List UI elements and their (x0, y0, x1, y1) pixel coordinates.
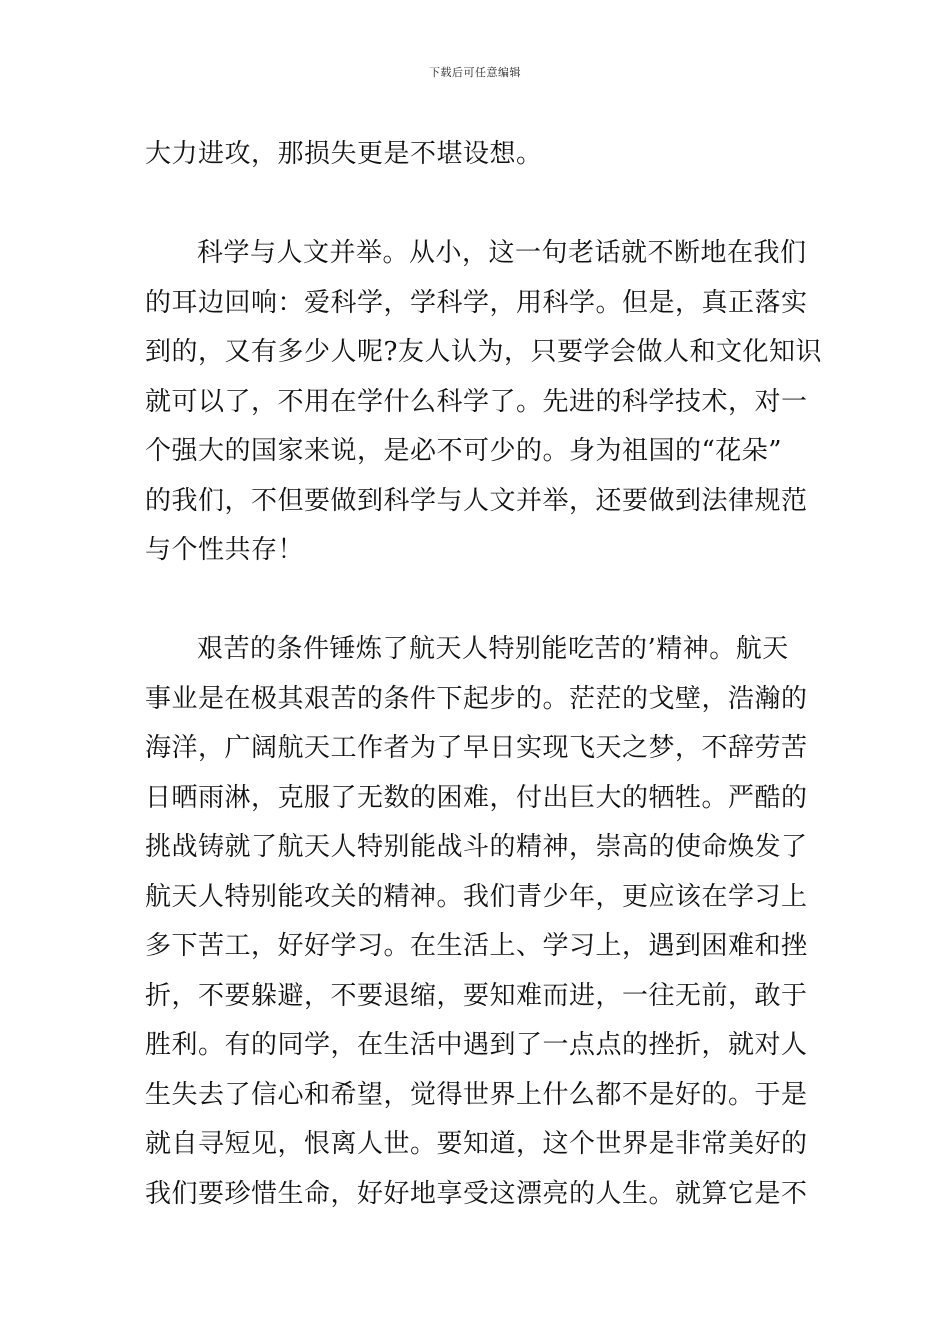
document-body (145, 130, 822, 1219)
paragraph-gap (145, 180, 815, 230)
text-line: 到的，又有多少人呢?友人认为，只要学会做人和文化知识 (145, 337, 822, 367)
text-line: 挑战铸就了航天人特别能战斗的精神，崇高的使命焕发了 (145, 832, 808, 862)
text-line: 与个性共存！ (145, 535, 305, 565)
paragraph-1 (145, 130, 815, 180)
text-line: 我们要珍惜生命，好好地享受这漂亮的人生。就算它是不 (145, 1178, 808, 1209)
text-line: 就可以了，不用在学什么科学了。先进的科学技术，对一 (145, 386, 808, 417)
text-line: 航天人特别能攻关的精神。我们青少年，更应该在学习上 (145, 881, 808, 912)
paragraph-3 (145, 625, 815, 1219)
text-line: 科学与人文并举。从小，这一句老话就不断地在我们 (197, 238, 807, 268)
paragraph-2 (145, 229, 822, 576)
text-line: 胜利。有的同学，在生活中遇到了一点点的挫折，就对人 (145, 1030, 808, 1060)
text-line: 海洋，广阔航天工作者为了早日实现飞天之梦，不辞劳苦 (145, 733, 808, 763)
text-line: 的我们，不但要做到科学与人文并举，还要做到法律规范 (145, 485, 808, 516)
text-line: 艰苦的条件锤炼了航天人特别能吃苦的’精神。航天 (197, 634, 789, 664)
header-note: 下载后可任意编辑 (429, 66, 521, 79)
text-line: 就自寻短见，恨离人世。要知道，这个世界是非常美好的 (145, 1129, 808, 1159)
text-line: 个强大的国家来说，是必不可少的。身为祖国的“花朵” (145, 436, 783, 466)
text-line: 日晒雨淋，克服了无数的困难，付出巨大的牺牲。严酷的 (145, 782, 808, 813)
text-line: 事业是在极其艰苦的条件下起步的。茫茫的戈壁，浩瀚的 (145, 683, 808, 714)
text-line: 生失去了信心和希望，觉得世界上什么都不是好的。于是 (145, 1079, 808, 1110)
text-line: 的耳边回响：爱科学，学科学，用科学。但是，真正落实 (145, 287, 808, 318)
text-line: 多下苦工，好好学习。在生活上、学习上，遇到困难和挫 (145, 931, 808, 961)
paragraph-gap (145, 576, 815, 626)
text-line: 折，不要躲避，不要退缩，要知难而进，一往无前，敢于 (145, 980, 808, 1011)
text-line: 大力进攻，那损失更是不堪设想。 (145, 139, 543, 169)
